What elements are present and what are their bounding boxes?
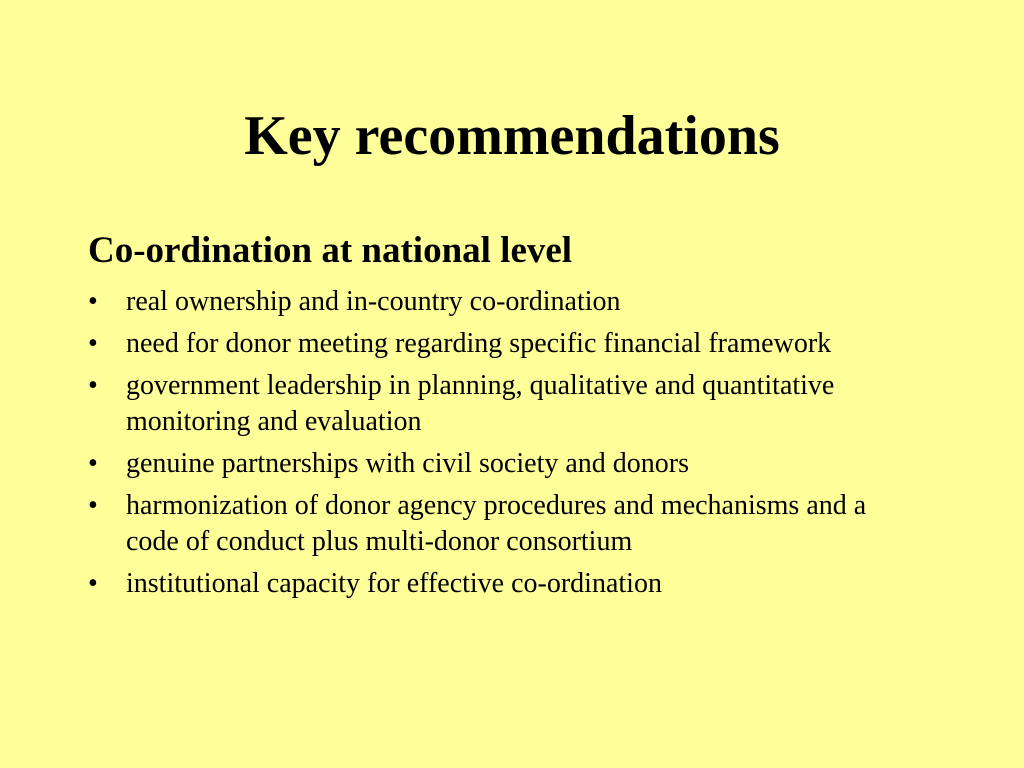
- bullet-text: real ownership and in-country co-ordination: [126, 286, 621, 317]
- bullet-item: [88, 488, 888, 560]
- bullet-item: [88, 566, 888, 602]
- section-heading: Co-ordination at national level: [88, 230, 573, 271]
- bullet-item: [88, 284, 888, 320]
- bullet-item: [88, 368, 888, 440]
- bullet-text: government leadership in planning, qualitative and quantitative monitoring and evaluation: [126, 370, 835, 437]
- bullet-icon: •: [88, 370, 98, 401]
- bullet-item: [88, 446, 888, 482]
- bullet-text: harmonization of donor agency procedures and mechanisms and a code of conduct plus multi-donor consortium: [126, 490, 867, 557]
- slide-title: Key recommendations: [244, 105, 780, 167]
- bullet-text: need for donor meeting regarding specific financial framework: [126, 328, 832, 359]
- bullet-icon: •: [88, 490, 98, 521]
- bullet-list: [88, 284, 888, 608]
- bullet-text: institutional capacity for effective co-ordination: [126, 568, 662, 599]
- bullet-icon: •: [88, 328, 98, 359]
- bullet-item: [88, 326, 888, 362]
- bullet-icon: •: [88, 448, 98, 479]
- bullet-icon: •: [88, 286, 98, 317]
- bullet-text: genuine partnerships with civil society and donors: [126, 448, 689, 479]
- bullet-icon: •: [88, 568, 98, 599]
